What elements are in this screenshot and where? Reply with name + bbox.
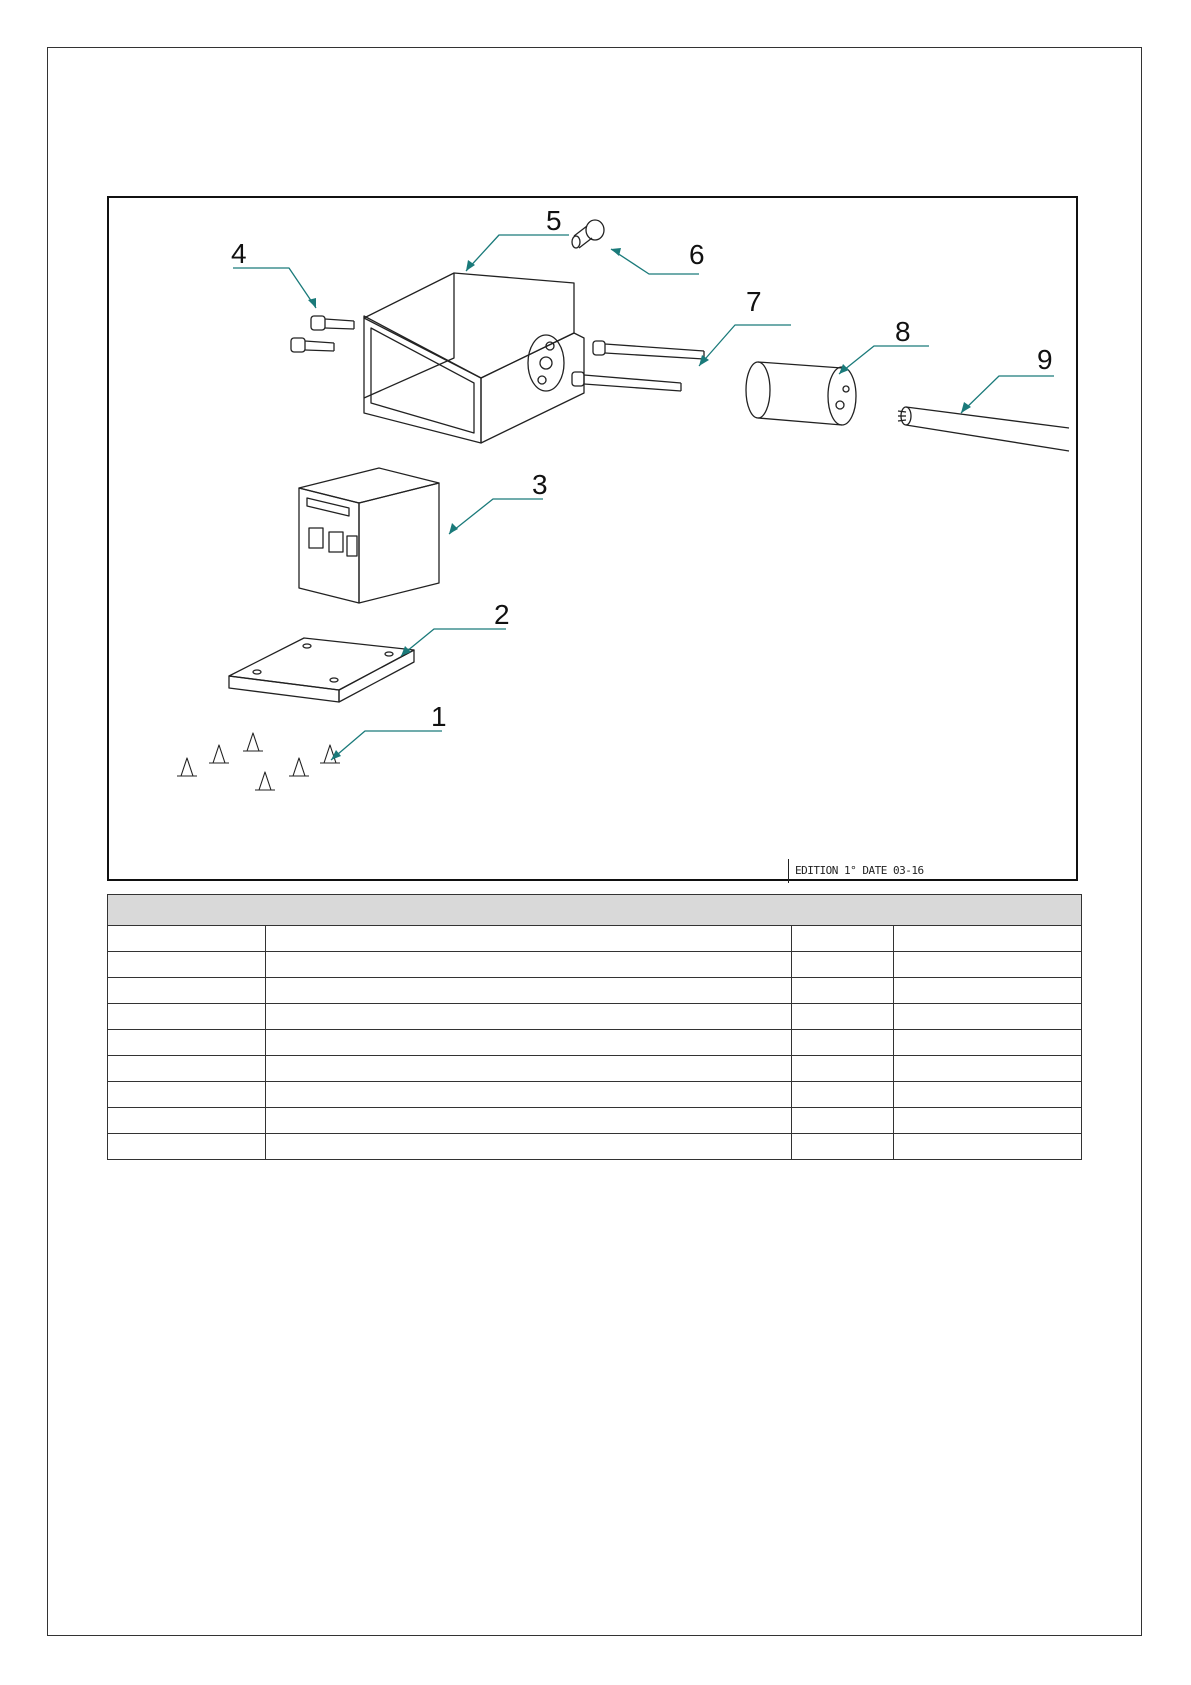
table-cell	[108, 978, 266, 1004]
table-cell	[108, 1134, 266, 1160]
table-cell	[108, 952, 266, 978]
parts-list-table	[107, 894, 1082, 1160]
table-cell	[894, 1082, 1082, 1108]
table-cell	[266, 978, 792, 1004]
callout-1: 1	[431, 701, 447, 732]
callout-4: 4	[231, 238, 247, 269]
table-row	[108, 978, 1082, 1004]
part-1-small-screws	[177, 733, 340, 790]
table-cell	[266, 1030, 792, 1056]
table-cell	[266, 952, 792, 978]
part-9-cable	[898, 407, 1069, 451]
table-cell	[894, 952, 1082, 978]
table-row	[108, 1108, 1082, 1134]
table-row	[108, 952, 1082, 978]
callout-7: 7	[746, 286, 762, 317]
table-row	[108, 926, 1082, 952]
table-cell	[894, 1108, 1082, 1134]
table-cell	[792, 1134, 894, 1160]
table-header-band	[108, 895, 1082, 926]
table-cell	[792, 978, 894, 1004]
table-cell	[266, 926, 792, 952]
table-row	[108, 1082, 1082, 1108]
callout-5: 5	[546, 205, 562, 236]
table-cell	[792, 1004, 894, 1030]
part-7-rods	[572, 341, 704, 391]
callout-6: 6	[689, 239, 705, 270]
leader-arrowheads	[308, 248, 971, 760]
table-cell	[792, 952, 894, 978]
table-cell	[792, 1108, 894, 1134]
table-cell	[894, 1134, 1082, 1160]
exploded-view-drawing	[107, 196, 1078, 881]
table-cell	[894, 1056, 1082, 1082]
table-cell	[792, 1082, 894, 1108]
table-cell	[108, 1004, 266, 1030]
table-cell	[108, 926, 266, 952]
table-cell	[792, 1030, 894, 1056]
part-5-housing-cover	[364, 273, 584, 443]
callout-3: 3	[532, 469, 548, 500]
exploded-view-svg	[109, 198, 1076, 879]
part-6-pin	[572, 220, 604, 248]
table-cell	[894, 926, 1082, 952]
table-cell	[266, 1004, 792, 1030]
table-cell	[266, 1108, 792, 1134]
table-cell	[266, 1082, 792, 1108]
table-row	[108, 1004, 1082, 1030]
table-row	[108, 1030, 1082, 1056]
table-cell	[108, 1108, 266, 1134]
table-cell	[792, 926, 894, 952]
edition-date-label: EDITION 1° DATE 03-16	[788, 859, 924, 883]
part-3-display-module	[299, 468, 439, 603]
callout-2: 2	[494, 599, 510, 630]
table-cell	[894, 1030, 1082, 1056]
part-4-screws	[291, 316, 354, 352]
callout-9: 9	[1037, 344, 1053, 375]
table-cell	[108, 1056, 266, 1082]
part-2-base-plate	[229, 638, 414, 702]
table-cell	[108, 1082, 266, 1108]
table-cell	[266, 1056, 792, 1082]
table-cell	[792, 1056, 894, 1082]
table-cell	[894, 978, 1082, 1004]
table-cell	[894, 1004, 1082, 1030]
callout-8: 8	[895, 316, 911, 347]
table-row	[108, 1056, 1082, 1082]
part-8-cylinder	[746, 362, 856, 425]
table-row	[108, 1134, 1082, 1160]
table-cell	[266, 1134, 792, 1160]
table-cell	[108, 1030, 266, 1056]
